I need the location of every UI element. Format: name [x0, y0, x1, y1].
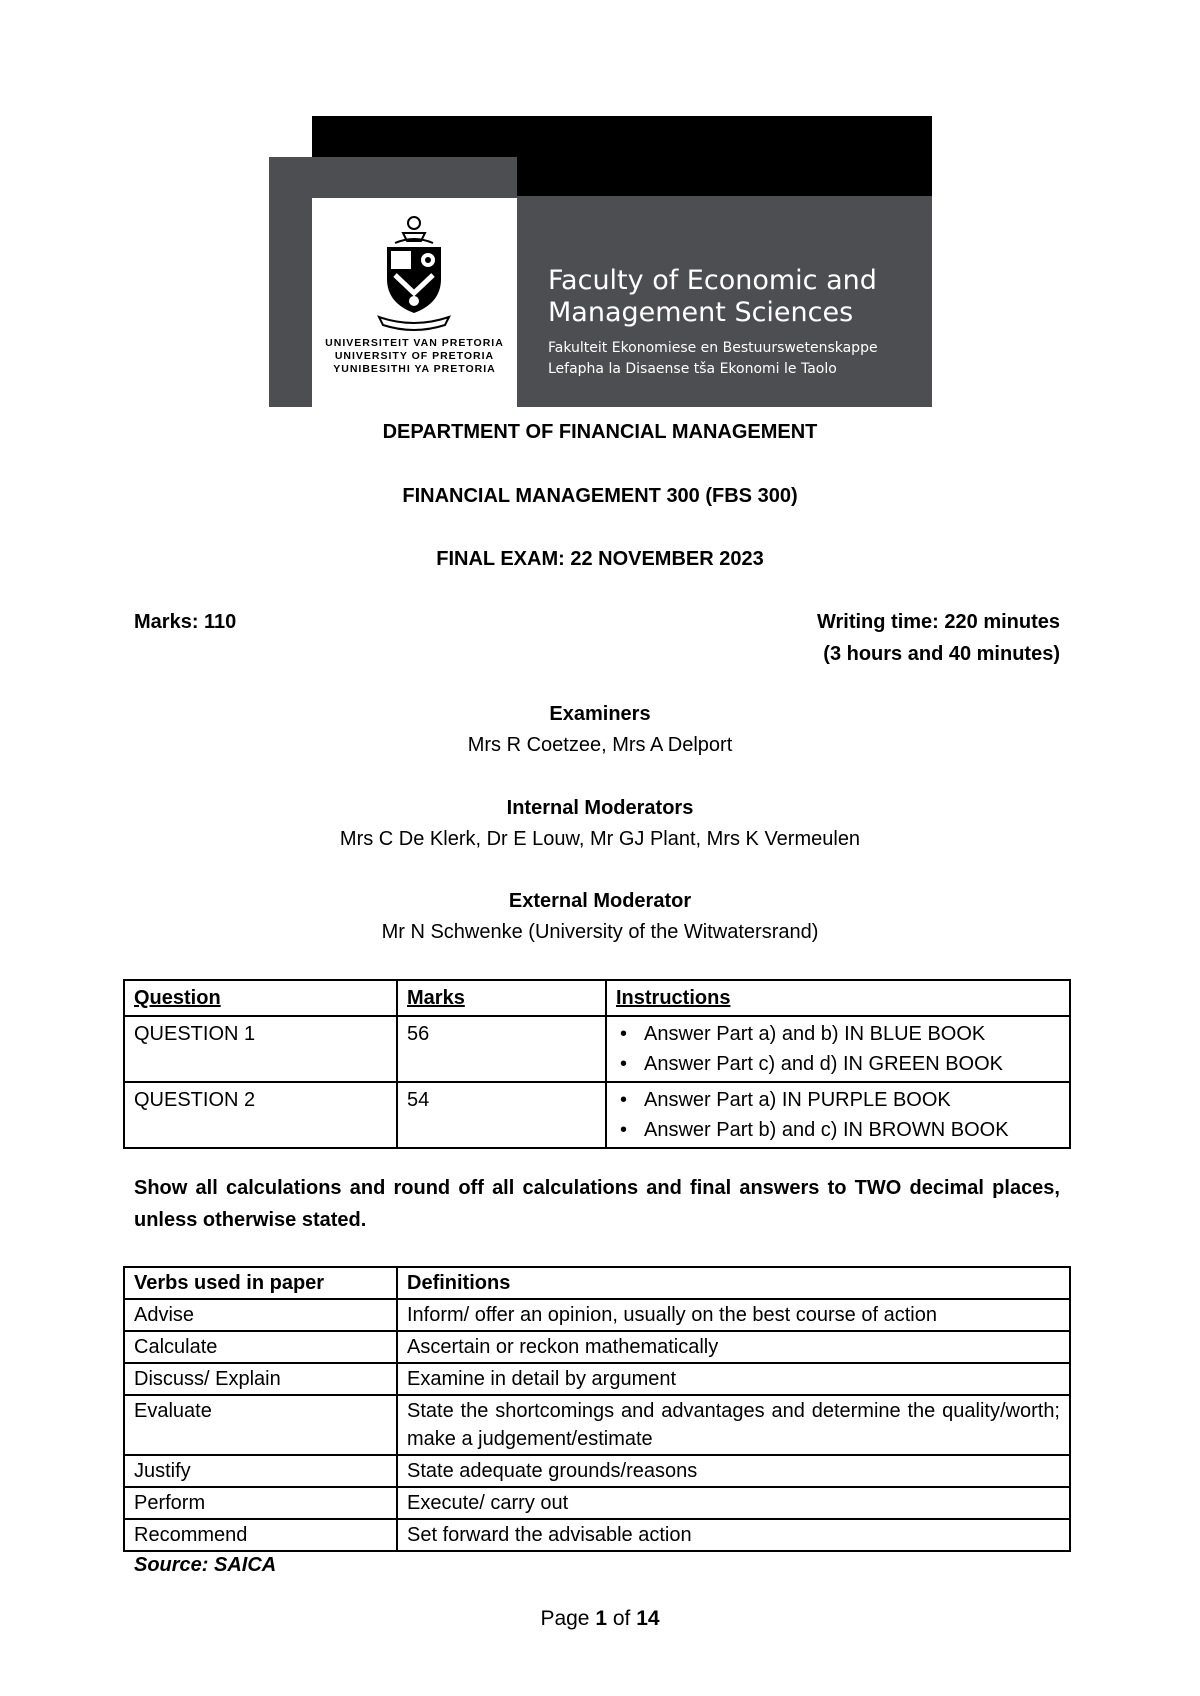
internal-moderators-heading: Internal Moderators [506, 797, 694, 819]
column-header: Definitions [397, 1267, 1070, 1299]
faculty-name-afrikaans: Fakulteit Ekonomiese en Bestuurswetenskappe [548, 340, 878, 356]
verb-cell: Perform [124, 1487, 397, 1519]
verb-cell: Calculate [124, 1331, 397, 1363]
verb-cell: Justify [124, 1455, 397, 1487]
exam-title: FINAL EXAM: 22 NOVEMBER 2023 [436, 548, 764, 570]
page-number [0, 1607, 1200, 1631]
table-row [124, 1395, 1070, 1455]
definition-cell: Examine in detail by argument [397, 1363, 1070, 1395]
definition-cell: Ascertain or reckon mathematically [397, 1331, 1070, 1363]
definition-cell: State adequate grounds/reasons [397, 1455, 1070, 1487]
table-row [124, 1519, 1070, 1551]
examiners-names: Mrs R Coetzee, Mrs A Delport [467, 734, 733, 756]
page-current: 1 [595, 1607, 608, 1630]
page-of: of [607, 1607, 637, 1630]
definition-cell: Inform/ offer an opinion, usually on the best course of action [397, 1299, 1070, 1331]
table-row [124, 1363, 1070, 1395]
instruction-item: • Answer Part a) IN PURPLE BOOK [616, 1085, 1060, 1115]
university-name-af: UNIVERSITEIT VAN PRETORIA [325, 337, 504, 349]
column-header: Marks [397, 980, 606, 1016]
faculty-name-block [548, 265, 878, 380]
faculty-banner [0, 0, 1200, 420]
faculty-name-sepedi: Lefapha la Disaense tša Ekonomi le Taolo [548, 361, 837, 377]
verb-cell: Evaluate [124, 1395, 397, 1455]
course-title: FINANCIAL MANAGEMENT 300 (FBS 300) [402, 485, 798, 507]
marks-cell: 54 [397, 1082, 606, 1148]
marks-cell: 56 [397, 1016, 606, 1082]
definition-cell: Execute/ carry out [397, 1487, 1070, 1519]
column-header: Question [124, 980, 397, 1016]
table-header-row [124, 980, 1070, 1016]
questions-table [123, 979, 1071, 1149]
instructions-cell [606, 1016, 1070, 1082]
definition-cell: Set forward the advisable action [397, 1519, 1070, 1551]
writing-time-detail: (3 hours and 40 minutes) [823, 643, 1060, 665]
external-moderator-name: Mr N Schwenke (University of the Witwatersrand) [381, 921, 819, 943]
page-total: 14 [636, 1607, 660, 1630]
calculation-instructions: Show all calculations and round off all calculations and final answers to TWO decimal places, unless otherwise stated. [134, 1177, 1060, 1231]
faculty-name-line2: Management Sciences [548, 297, 854, 328]
verb-cell: Advise [124, 1299, 397, 1331]
verb-cell: Recommend [124, 1519, 397, 1551]
table-header-row [124, 1267, 1070, 1299]
table-row [124, 1331, 1070, 1363]
table-row [124, 1299, 1070, 1331]
table-row [124, 1082, 1070, 1148]
instruction-item: • Answer Part b) and c) IN BROWN BOOK [616, 1115, 1060, 1145]
university-names [312, 337, 517, 376]
question-cell: QUESTION 2 [124, 1082, 397, 1148]
instructions-cell [606, 1082, 1070, 1148]
university-name-en: UNIVERSITY OF PRETORIA [334, 350, 495, 362]
table-row [124, 1487, 1070, 1519]
question-cell: QUESTION 1 [124, 1016, 397, 1082]
total-marks: Marks: 110 [134, 611, 237, 633]
verbs-definitions-table [123, 1266, 1071, 1552]
external-moderator-heading: External Moderator [508, 890, 692, 912]
table-row [124, 1455, 1070, 1487]
definition-cell: State the shortcomings and advantages and determine the quality/worth; make a judgement/estimate [397, 1395, 1070, 1455]
page-prefix: Page [540, 1607, 596, 1630]
verb-cell: Discuss/ Explain [124, 1363, 397, 1395]
internal-moderators-names: Mrs C De Klerk, Dr E Louw, Mr GJ Plant, Mrs K Vermeulen [339, 828, 861, 850]
table-row [124, 1016, 1070, 1082]
instruction-item: • Answer Part c) and d) IN GREEN BOOK [616, 1049, 1060, 1079]
department-title: DEPARTMENT OF FINANCIAL MANAGEMENT [382, 421, 818, 443]
faculty-name-line1: Faculty of Economic and [548, 265, 877, 296]
source-note: Source: SAICA [134, 1554, 277, 1576]
examiners-heading: Examiners [549, 703, 651, 725]
instruction-item: • Answer Part a) and b) IN BLUE BOOK [616, 1019, 1060, 1049]
university-name-nso: YUNIBESITHI YA PRETORIA [333, 363, 496, 375]
university-crest-logo [373, 213, 455, 333]
column-header: Verbs used in paper [124, 1267, 397, 1299]
column-header: Instructions [606, 980, 1070, 1016]
writing-time: Writing time: 220 minutes [816, 611, 1060, 633]
